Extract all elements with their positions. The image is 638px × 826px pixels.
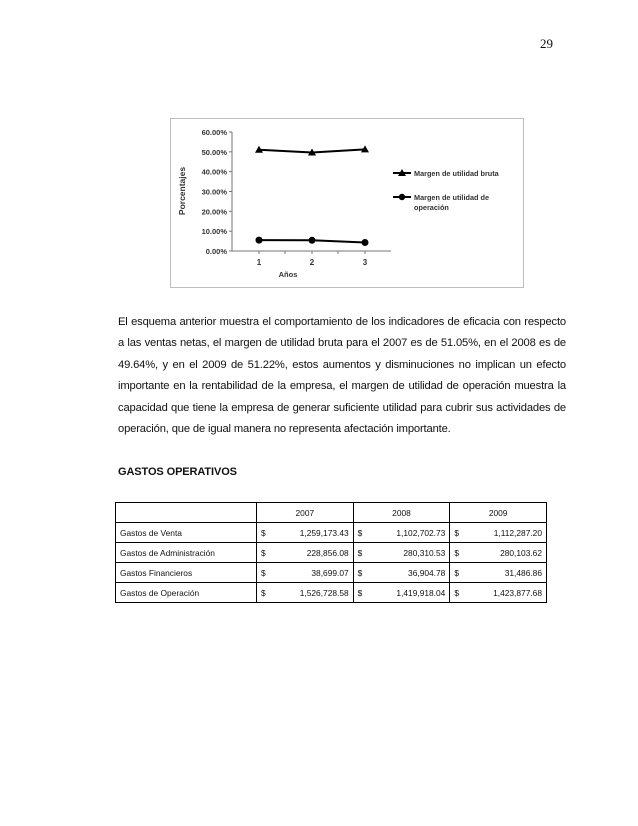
y-tick-label: 10.00% bbox=[201, 227, 227, 237]
table-row bbox=[116, 563, 547, 583]
row-label: Gastos de Administración bbox=[116, 543, 257, 563]
operating-expenses-table bbox=[115, 502, 547, 603]
currency-symbol: $ bbox=[353, 583, 374, 603]
line-chart bbox=[170, 118, 524, 288]
currency-symbol: $ bbox=[450, 523, 471, 543]
header-year-2009: 2009 bbox=[450, 503, 547, 523]
legend-label: Margen de utilidad de bbox=[414, 193, 490, 202]
amount-cell: 280,310.53 bbox=[374, 543, 450, 563]
currency-symbol: $ bbox=[450, 563, 471, 583]
y-tick-label: 50.00% bbox=[201, 147, 227, 157]
header-year-2008: 2008 bbox=[353, 503, 450, 523]
table-row bbox=[116, 523, 547, 543]
row-label: Gastos de Operación bbox=[116, 583, 257, 603]
currency-symbol: $ bbox=[257, 543, 278, 563]
section-heading: GASTOS OPERATIVOS bbox=[118, 466, 237, 478]
amount-cell: 1,419,918.04 bbox=[374, 583, 450, 603]
legend-label: Margen de utilidad bruta bbox=[414, 169, 499, 178]
x-tick-label: 2 bbox=[309, 258, 315, 267]
amount-cell: 38,699.07 bbox=[277, 563, 353, 583]
y-axis-title: Porcentajes bbox=[177, 166, 187, 216]
amount-cell: 280,103.62 bbox=[470, 543, 546, 563]
currency-symbol: $ bbox=[353, 543, 374, 563]
amount-cell: 1,112,287.20 bbox=[470, 523, 546, 543]
circle-marker bbox=[309, 237, 316, 244]
analysis-paragraph: El esquema anterior muestra el comportamiento de los indicadores de eficacia con respecto a las ventas netas, el margen de utilidad bruta para el 2007 es de 51.05%, en el 2008 es de 49.64%, y en el 2009 de 51.22%, estos aumentos y disminuciones no implican un efecto importante en la rentabilidad de la empresa, el margen de utilidad de operación muestra la capacidad que tiene la empresa de generar suficiente utilidad para cubrir sus actividades de operación, que de igual manera no representa afectación importante. bbox=[118, 316, 566, 436]
amount-cell: 228,856.08 bbox=[277, 543, 353, 563]
currency-symbol: $ bbox=[353, 563, 374, 583]
row-label: Gastos Financieros bbox=[116, 563, 257, 583]
y-tick-label: 30.00% bbox=[201, 187, 227, 197]
header-blank bbox=[116, 503, 257, 523]
amount-cell: 1,423,877.68 bbox=[470, 583, 546, 603]
currency-symbol: $ bbox=[353, 523, 374, 543]
amount-cell: 1,526,728.58 bbox=[277, 583, 353, 603]
amount-cell: 36,904.78 bbox=[374, 563, 450, 583]
header-year-2007: 2007 bbox=[257, 503, 354, 523]
table-header-row bbox=[116, 503, 547, 523]
circle-marker bbox=[362, 239, 369, 246]
page-number: 29 bbox=[540, 36, 553, 51]
legend-label: operación bbox=[414, 203, 449, 212]
currency-symbol: $ bbox=[257, 563, 278, 583]
currency-symbol: $ bbox=[257, 583, 278, 603]
table-row bbox=[116, 583, 547, 603]
x-tick-label: 1 bbox=[256, 258, 262, 267]
y-tick-label: 40.00% bbox=[201, 167, 227, 177]
y-tick-label: 60.00% bbox=[201, 128, 227, 137]
legend-circle-icon bbox=[399, 194, 405, 200]
amount-cell: 31,486.86 bbox=[470, 563, 546, 583]
y-tick-label: 20.00% bbox=[201, 207, 227, 217]
row-label: Gastos de Venta bbox=[116, 523, 257, 543]
circle-marker bbox=[256, 237, 263, 244]
y-tick-label: 0.00% bbox=[205, 247, 227, 256]
currency-symbol: $ bbox=[257, 523, 278, 543]
table-row bbox=[116, 543, 547, 563]
amount-cell: 1,259,173.43 bbox=[277, 523, 353, 543]
x-tick-label: 3 bbox=[362, 258, 368, 267]
currency-symbol: $ bbox=[450, 543, 471, 563]
x-axis-title: Años bbox=[278, 270, 298, 279]
amount-cell: 1,102,702.73 bbox=[374, 523, 450, 543]
currency-symbol: $ bbox=[450, 583, 471, 603]
